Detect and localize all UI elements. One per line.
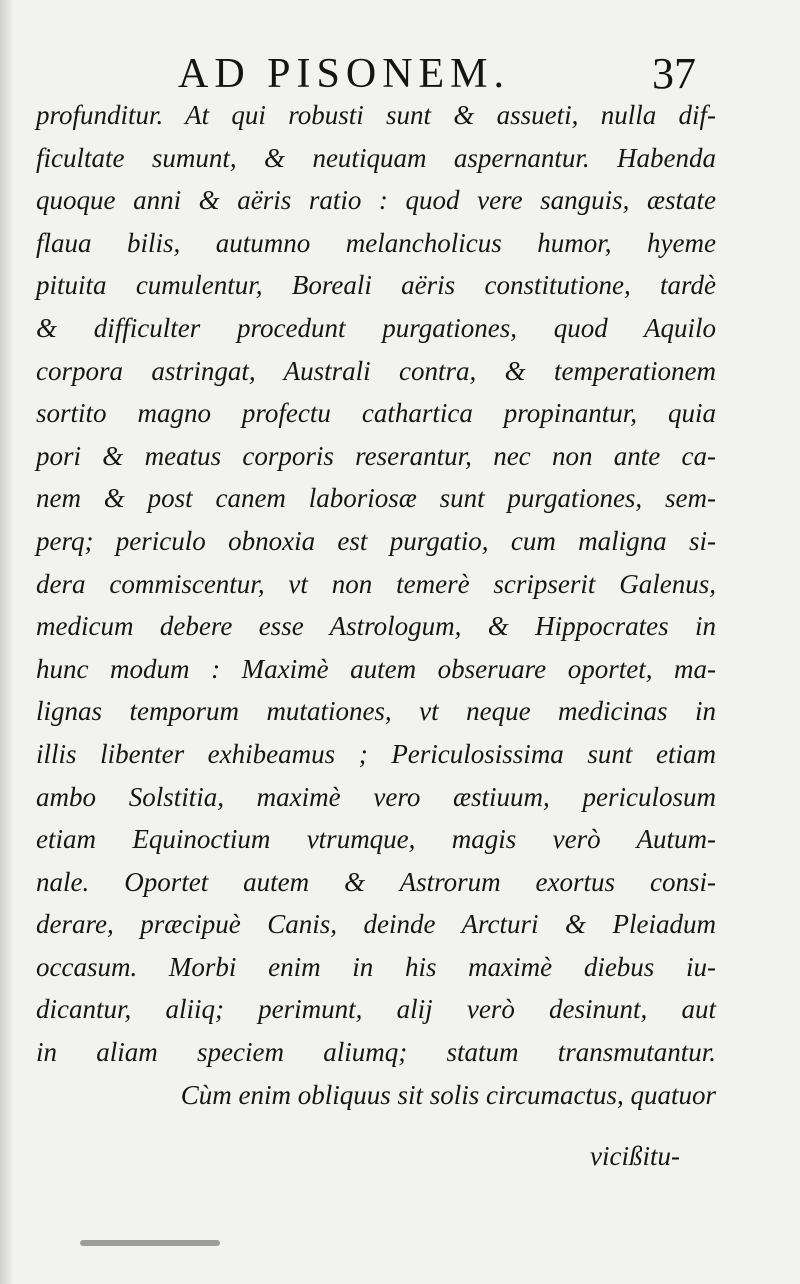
text-line: nem & post canem laboriosæ sunt purgationes, sem- xyxy=(36,483,716,514)
text-line: in aliam speciem aliumq; statum transmutantur. xyxy=(36,1037,716,1068)
page-gutter-shadow xyxy=(0,0,14,1284)
text-line: quoque anni & aëris ratio : quod vere sanguis, æstate xyxy=(36,185,716,216)
text-line: & difficulter procedunt purgationes, quod Aquilo xyxy=(36,312,716,343)
text-line: flaua bilis, autumno melancholicus humor, hyeme xyxy=(36,227,716,258)
text-line: sortito magno profectu cathartica propinantur, quia xyxy=(36,398,716,429)
ink-smudge xyxy=(80,1240,220,1246)
running-head: AD PISONEM. xyxy=(178,51,511,97)
body-text xyxy=(36,94,716,1116)
text-line: pori & meatus corporis reserantur, nec non ante ca- xyxy=(36,440,716,471)
text-line: dicantur, aliiq; perimunt, alij verò desinunt, aut xyxy=(36,994,716,1025)
text-line: perq; periculo obnoxia est purgatio, cum maligna si- xyxy=(36,525,716,556)
page-number: 37 xyxy=(652,49,696,98)
text-line: occasum. Morbi enim in his maximè diebus iu- xyxy=(36,951,716,982)
text-line: corpora astringat, Australi contra, & temperationem xyxy=(36,355,716,386)
text-line: hunc modum : Maximè autem obseruare oportet, ma- xyxy=(36,653,716,684)
text-line: ficultate sumunt, & neutiquam aspernantur. Habenda xyxy=(36,142,716,173)
text-line: illis libenter exhibeamus ; Periculosissima sunt etiam xyxy=(36,738,716,769)
text-line: ambo Solstitia, maximè vero æstiuum, periculosum xyxy=(36,781,716,812)
text-line: profunditur. At qui robusti sunt & assueti, nulla dif- xyxy=(36,100,716,130)
text-line: derare, præcipuè Canis, deinde Arcturi & Pleiadum xyxy=(36,909,716,940)
text-line: Cùm enim obliquus sit solis circumactus, quatuor xyxy=(180,1079,716,1110)
text-line: dera commiscentur, vt non temerè scripserit Galenus, xyxy=(36,568,716,599)
text-line: medicum debere esse Astrologum, & Hippocrates in xyxy=(36,611,716,642)
catchword: vicißitu- xyxy=(590,1141,680,1171)
text-line: lignas temporum mutationes, vt neque medicinas in xyxy=(36,696,716,727)
text-line: pituita cumulentur, Boreali aëris constitutione, tardè xyxy=(36,270,716,301)
text-line: etiam Equinoctium vtrumque, magis verò Autum- xyxy=(36,824,716,855)
text-line: nale. Oportet autem & Astrorum exortus consi- xyxy=(36,866,716,897)
